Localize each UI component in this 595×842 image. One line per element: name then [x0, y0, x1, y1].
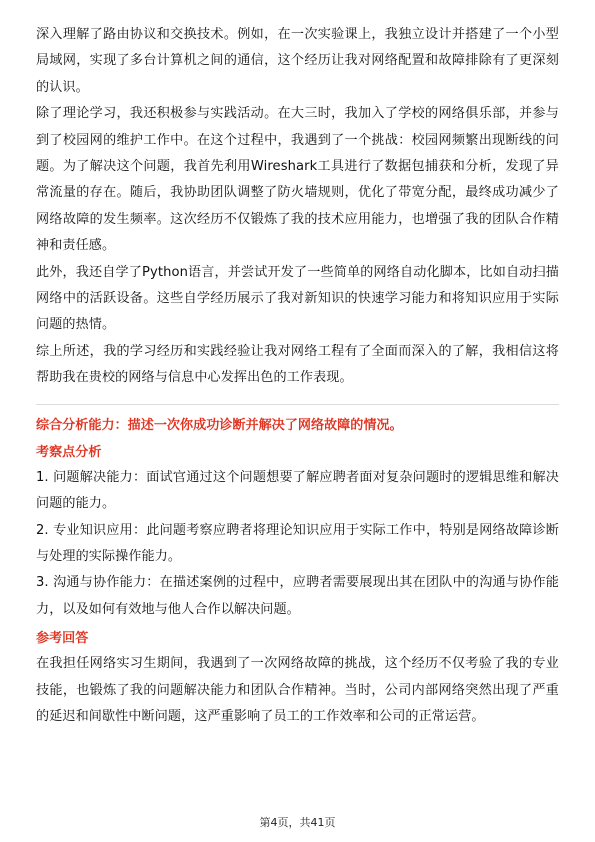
page-footer: 第4页，共41页 — [259, 816, 336, 829]
analysis-item-3: 3. 沟通与协作能力：在描述案例的过程中，应聘者需要展现出其在团队中的沟通与协作能力，以及如何有效地与他人合作以解决问题。 — [36, 575, 559, 617]
intro-paragraph-2: 除了理论学习，我还积极参与实践活动。在大三时，我加入了学校的网络俱乐部，并参与到了校园网的维护工作中。在这个过程中，我遇到了一个挑战：校园网频繁出现断线的问题。为了解决这个问题，我首先利用Wireshark工具进行了数据包捕获和分析，发现了异常流量的存在。随后，我协助团队调整了防火墙规则，优化了带宽分配，最终成功减少了网络故障的发生频率。这次经历不仅锻炼了我的技术应用能力，也增强了我的团队合作精神和责任感。 — [36, 106, 559, 254]
answer-heading: 参考回答 — [36, 631, 89, 647]
answer-paragraph: 在我担任网络实习生期间，我遇到了一次网络故障的挑战，这个经历不仅考验了我的专业技能，也锻炼了我的问题解决能力和团队合作精神。当时，公司内部网络突然出现了严重的延迟和间歇性中断问题，这严重影响了员工的工作效率和公司的正常运营。 — [36, 656, 559, 724]
analysis-item-1: 1. 问题解决能力：面试官通过这个问题想要了解应聘者面对复杂问题时的逻辑思维和解决问题的能力。 — [36, 469, 559, 512]
intro-paragraph-4: 综上所述，我的学习经历和实践经验让我对网络工程有了全面而深入的了解，我相信这将帮助我在贵校的网络与信息中心发挥出色的工作表现。 — [36, 343, 559, 386]
section-divider — [36, 404, 559, 405]
intro-paragraph-3: 此外，我还自学了Python语言，并尝试开发了一些简单的网络自动化脚本，比如自动扫描网络中的活跃设备。这些自学经历展示了我对新知识的快速学习能力和将知识应用于实际问题的热情。 — [36, 264, 559, 333]
analysis-heading: 考察点分析 — [36, 444, 102, 460]
question-title: 综合分析能力：描述一次你成功诊断并解决了网络故障的情况。 — [36, 417, 403, 433]
intro-paragraph-1: 深入理解了路由协议和交换技术。例如，在一次实验课上，我独立设计并搭建了一个小型局域网，实现了多台计算机之间的通信，这个经历让我对网络配置和故障排除有了更深刻的认识。 — [36, 27, 559, 95]
page-content — [36, 22, 559, 730]
analysis-item-2: 2. 专业知识应用：此问题考察应聘者将理论知识应用于实际工作中，特别是网络故障诊断与处理的实际操作能力。 — [36, 522, 559, 564]
